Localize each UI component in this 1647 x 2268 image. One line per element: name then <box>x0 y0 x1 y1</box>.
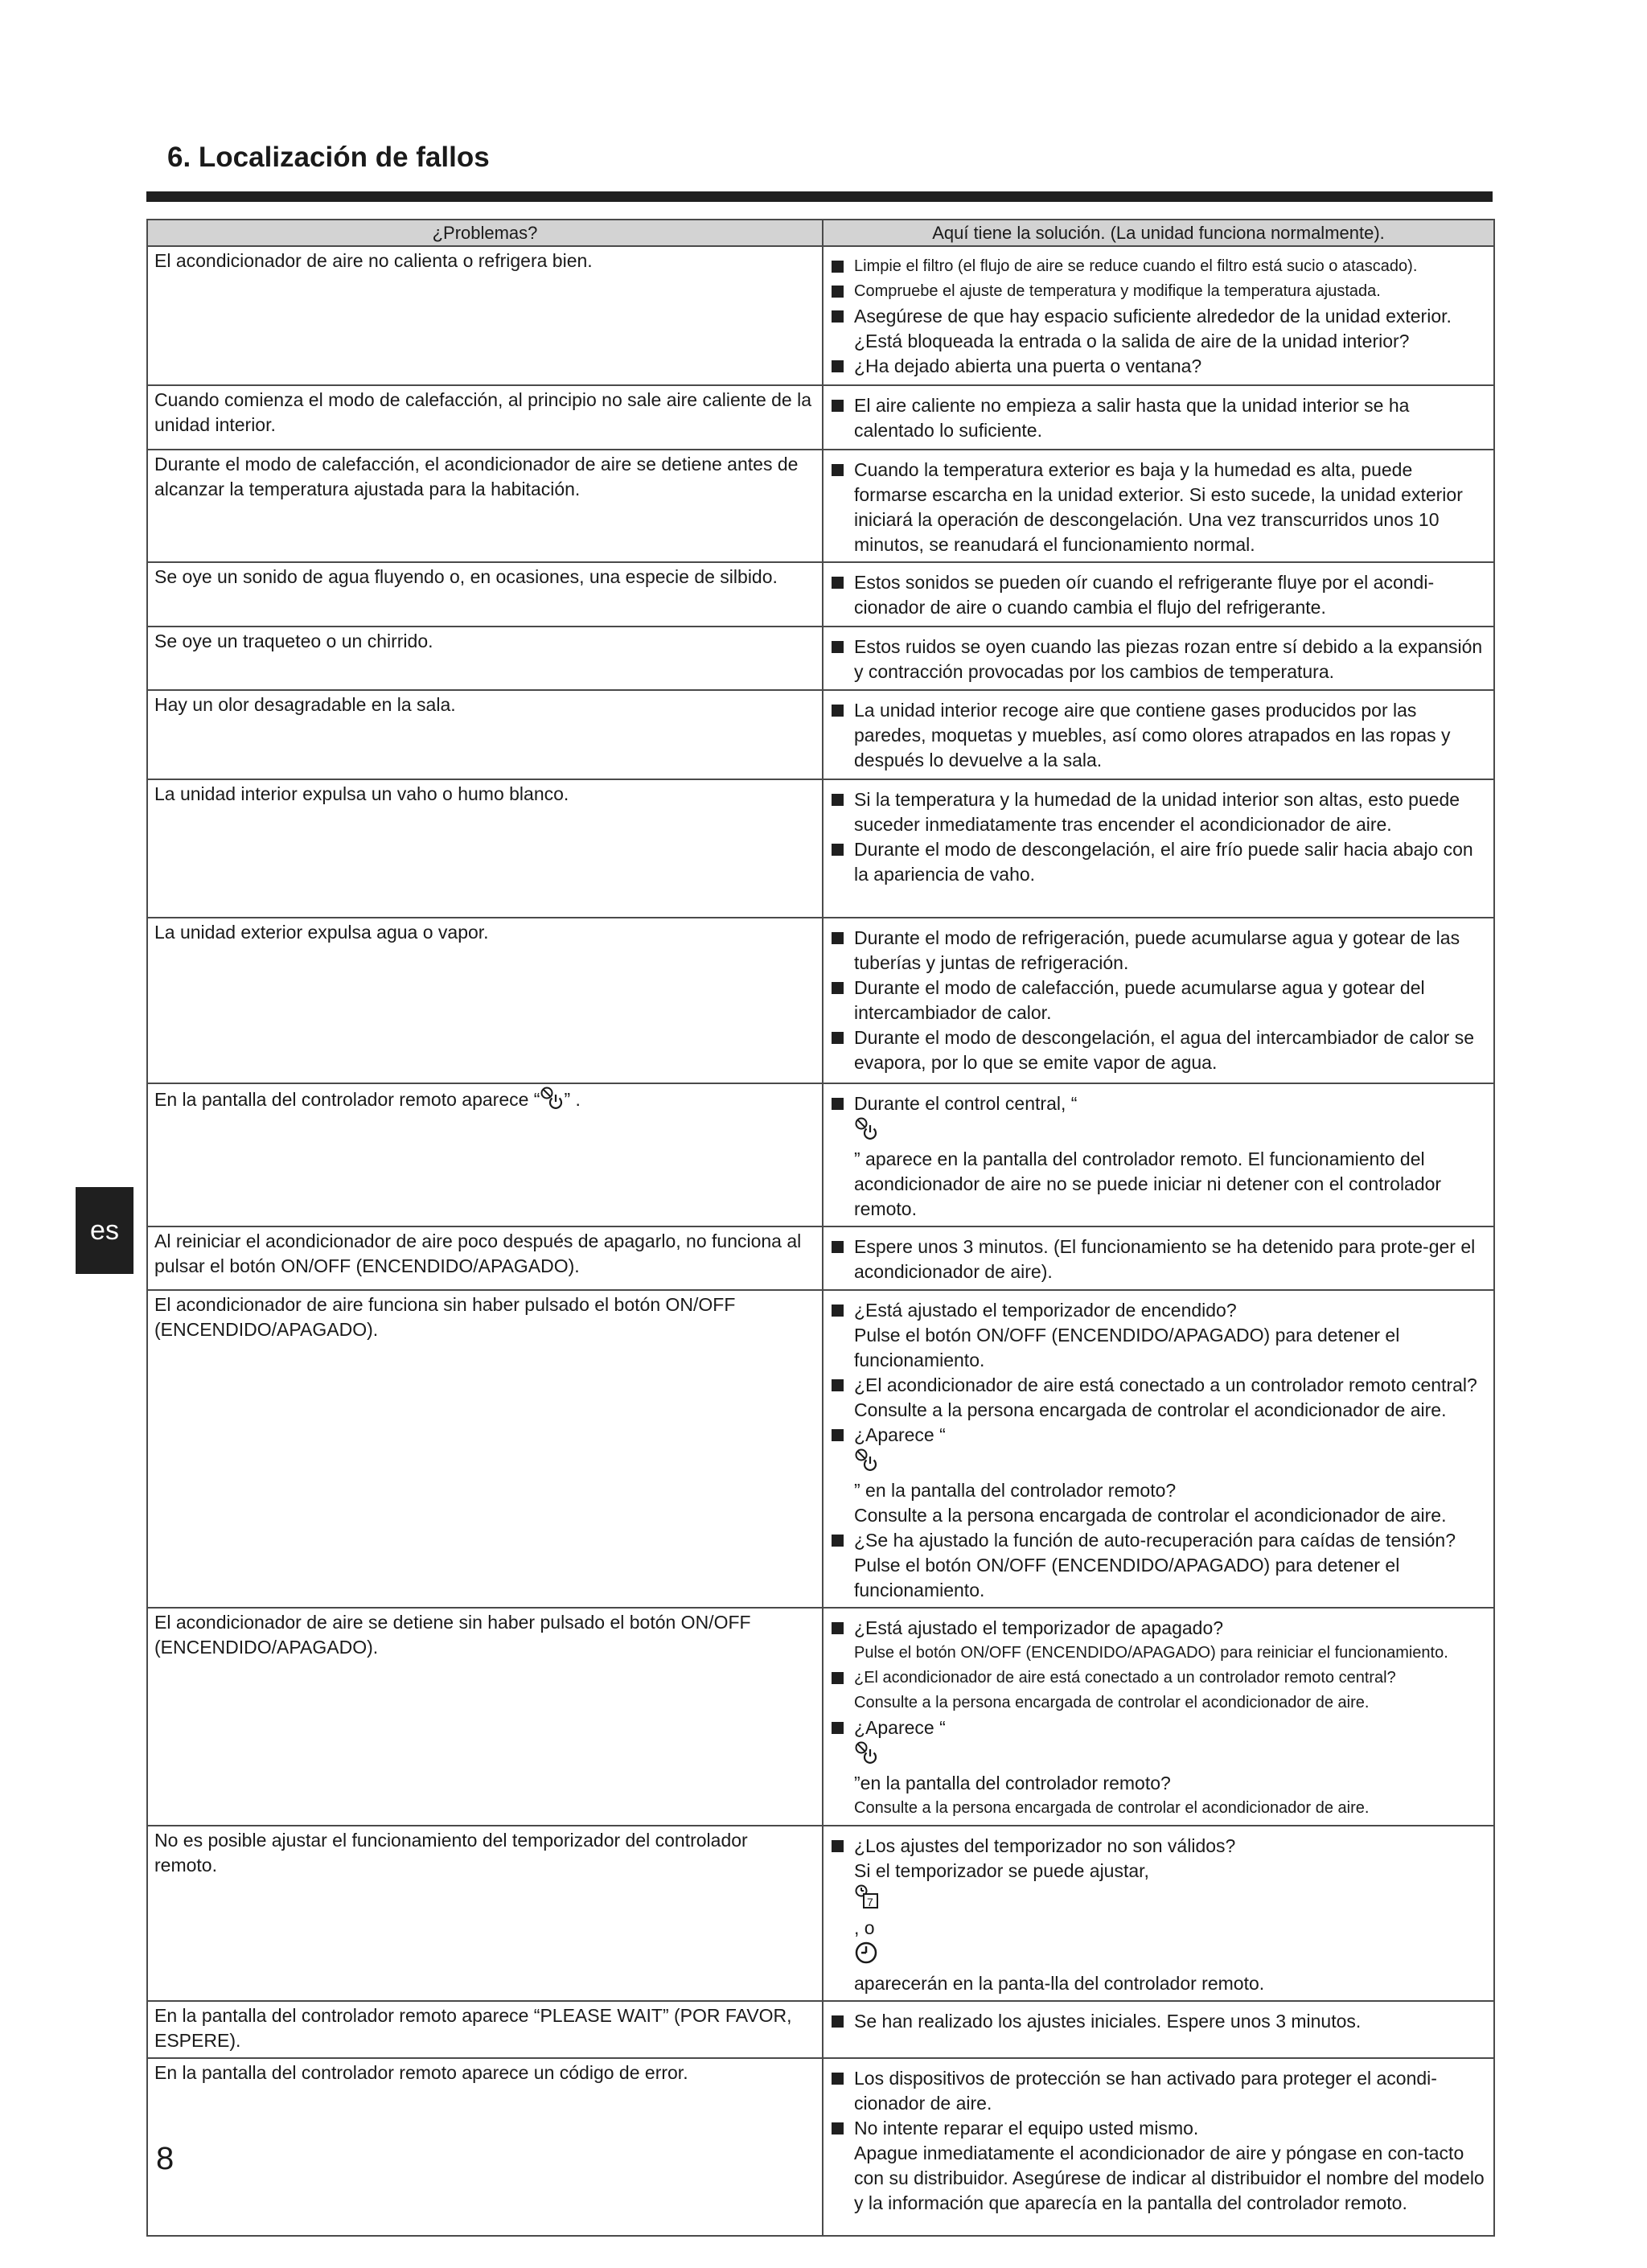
solution-cell <box>823 1083 1494 1226</box>
table-row <box>147 246 1494 385</box>
table-row <box>147 1826 1494 2001</box>
problem-cell: La unidad interior expulsa un vaho o humo blanco. <box>147 779 823 918</box>
table-row <box>147 1226 1494 1290</box>
solution-item: Compruebe el ajuste de temperatura y modifique la temperatura ajustada. <box>830 279 1487 304</box>
language-tab: es <box>76 1187 133 1274</box>
solution-item: Asegúrese de que hay espacio suficiente alrededor de la unidad exterior. ¿Está bloqueada la entrada o la salida de aire de la unidad interior? <box>830 304 1487 354</box>
solution-item: Estos ruidos se oyen cuando las piezas rozan entre sí debido a la expansión y contracción provocadas por los cambios de temperatura. <box>830 635 1487 684</box>
solution-item: ¿Aparece “ ”en la pantalla del controlador remoto? Consulte a la persona encargada de controlar el acondicionador de aire. <box>830 1715 1487 1821</box>
header-solution: Aquí tiene la solución. (La unidad funciona normalmente). <box>823 220 1494 246</box>
solution-item: ¿Se ha ajustado la función de auto-recuperación para caídas de tensión? Pulse el botón ON/OFF (ENCENDIDO/APAGADO) para detener el funcionamiento. <box>830 1528 1487 1603</box>
weekly-timer-icon <box>854 1884 1487 1916</box>
solution-item: Durante el modo de calefacción, puede acumularse agua y gotear del intercambiador de calor. <box>830 976 1487 1025</box>
solution-item: Durante el modo de descongelación, el aire frío puede salir hacia abajo con la apariencia de vaho. <box>830 837 1487 887</box>
solution-cell <box>823 1226 1494 1290</box>
page-title: 6. Localización de fallos <box>167 142 490 173</box>
problem-cell: Durante el modo de calefacción, el acondicionador de aire se detiene antes de alcanzar la temperatura ajustada para la habitación. <box>147 450 823 562</box>
table-header-row <box>147 220 1494 246</box>
solution-item: Durante el modo de descongelación, el agua del intercambiador de calor se evapora, por lo que se emite vapor de agua. <box>830 1025 1487 1075</box>
solution-item: ¿Los ajustes del temporizador no son válidos? Si el temporizador se puede ajustar, 7 , o aparecerán en la panta-lla del controlador remoto. <box>830 1834 1487 1996</box>
problem-cell: El acondicionador de aire funciona sin haber pulsado el botón ON/OFF (ENCENDIDO/APAGADO). <box>147 1290 823 1608</box>
table-row <box>147 779 1494 918</box>
problem-cell: Se oye un traqueteo o un chirrido. <box>147 627 823 690</box>
problem-cell: El acondicionador de aire se detiene sin haber pulsado el botón ON/OFF (ENCENDIDO/APAGADO). <box>147 1608 823 1826</box>
solution-item: ¿El acondicionador de aire está conectado a un controlador remoto central? Consulte a la persona encargada de controlar el acondicionador de aire. <box>830 1373 1487 1423</box>
svg-text:7: 7 <box>867 1896 873 1908</box>
solution-cell <box>823 1290 1494 1608</box>
solution-cell <box>823 246 1494 385</box>
table-row <box>147 2001 1494 2058</box>
solution-item: Limpie el filtro (el flujo de aire se reduce cuando el filtro está sucio o atascado). <box>830 254 1487 279</box>
problem-cell: Al reiniciar el acondicionador de aire poco después de apagarlo, no funciona al pulsar el botón ON/OFF (ENCENDIDO/APAGADO). <box>147 1226 823 1290</box>
problem-cell: El acondicionador de aire no calienta o refrigera bien. <box>147 246 823 385</box>
solution-cell <box>823 627 1494 690</box>
solution-item: ¿Ha dejado abierta una puerta o ventana? <box>830 354 1487 379</box>
solution-cell <box>823 385 1494 450</box>
table-row <box>147 2058 1494 2236</box>
header-problem: ¿Problemas? <box>147 220 823 246</box>
central-control-icon <box>540 1086 564 1116</box>
solution-item: La unidad interior recoge aire que contiene gases producidos por las paredes, moquetas y muebles, así como olores atrapados en las ropas y después lo devuelve a la sala. <box>830 698 1487 773</box>
central-control-icon <box>854 1740 1487 1771</box>
solution-item: Estos sonidos se pueden oír cuando el refrigerante fluye por el acondi-cionador de aire o cuando cambia el flujo del refrigerante. <box>830 570 1487 620</box>
problem-cell: Hay un olor desagradable en la sala. <box>147 690 823 779</box>
solution-item: ¿Aparece “ ” en la pantalla del controlador remoto? Consulte a la persona encargada de controlar el acondicionador de aire. <box>830 1423 1487 1528</box>
problem-cell: Se oye un sonido de agua fluyendo o, en ocasiones, una especie de silbido. <box>147 562 823 627</box>
table-row <box>147 627 1494 690</box>
table-row <box>147 385 1494 450</box>
page-number: 8 <box>156 2141 175 2176</box>
solution-item: Durante el control central, “ ” aparece en la pantalla del controlador remoto. El funcionamiento del acondicionador de aire no se puede iniciar ni detener con el controlador remoto. <box>830 1091 1487 1222</box>
solution-cell <box>823 562 1494 627</box>
solution-cell <box>823 690 1494 779</box>
table-row <box>147 1608 1494 1826</box>
solution-cell <box>823 2001 1494 2058</box>
table-row <box>147 1083 1494 1226</box>
solution-item: ¿Está ajustado el temporizador de encendido? Pulse el botón ON/OFF (ENCENDIDO/APAGADO) para detener el funcionamiento. <box>830 1298 1487 1373</box>
central-control-icon <box>854 1116 1487 1147</box>
central-control-icon <box>854 1448 1487 1478</box>
title-divider <box>146 191 1493 202</box>
troubleshooting-table <box>146 219 1495 2237</box>
solution-item: Espere unos 3 minutos. (El funcionamiento se ha detenido para prote-ger el acondicionador de aire). <box>830 1235 1487 1284</box>
solution-item: Durante el modo de refrigeración, puede acumularse agua y gotear de las tuberías y juntas de refrigeración. <box>830 926 1487 976</box>
problem-cell: Cuando comienza el modo de calefacción, al principio no sale aire caliente de la unidad interior. <box>147 385 823 450</box>
solution-item: Si la temperatura y la humedad de la unidad interior son altas, esto puede suceder inmediatamente tras encender el acondicionador de aire. <box>830 787 1487 837</box>
solution-cell <box>823 2058 1494 2236</box>
clock-timer-icon <box>854 1941 1487 1971</box>
problem-cell: En la pantalla del controlador remoto aparece “PLEASE WAIT” (POR FAVOR, ESPERE). <box>147 2001 823 2058</box>
solution-cell <box>823 1608 1494 1826</box>
solution-item: El aire caliente no empieza a salir hasta que la unidad interior se ha calentado lo suficiente. <box>830 393 1487 443</box>
solution-item: No intente reparar el equipo usted mismo. Apague inmediatamente el acondicionador de aire y póngase en con-tacto con su distribuidor. Asegúrese de indicar al distribuidor el nombre del modelo y la información que aparecía en la pantalla del controlador remoto. <box>830 2116 1487 2216</box>
table-row <box>147 918 1494 1083</box>
solution-cell <box>823 918 1494 1083</box>
solution-cell <box>823 450 1494 562</box>
problem-cell: No es posible ajustar el funcionamiento del temporizador del controlador remoto. <box>147 1826 823 2001</box>
table-row <box>147 562 1494 627</box>
solution-item: Cuando la temperatura exterior es baja y la humedad es alta, puede formarse escarcha en la unidad exterior. Si esto sucede, la unidad exterior iniciará la operación de descongelación. Una vez transcurridos unos 10 minutos, se reanudará el funcionamiento normal. <box>830 458 1487 557</box>
solution-item: Los dispositivos de protección se han activado para proteger el acondi-cionador de aire. <box>830 2066 1487 2116</box>
solution-item: ¿Está ajustado el temporizador de apagado? Pulse el botón ON/OFF (ENCENDIDO/APAGADO) para reiniciar el funcionamiento. <box>830 1616 1487 1666</box>
problem-cell: En la pantalla del controlador remoto aparece un código de error. <box>147 2058 823 2236</box>
table-row <box>147 450 1494 562</box>
table-row <box>147 690 1494 779</box>
problem-cell: La unidad exterior expulsa agua o vapor. <box>147 918 823 1083</box>
solution-item: Se han realizado los ajustes iniciales. Espere unos 3 minutos. <box>830 2009 1487 2034</box>
solution-item: ¿El acondicionador de aire está conectado a un controlador remoto central? Consulte a la persona encargada de controlar el acondicionador de aire. <box>830 1666 1487 1715</box>
table-row <box>147 1290 1494 1608</box>
solution-cell <box>823 779 1494 918</box>
problem-cell: En la pantalla del controlador remoto aparece “ ” . <box>147 1083 823 1226</box>
solution-cell <box>823 1826 1494 2001</box>
